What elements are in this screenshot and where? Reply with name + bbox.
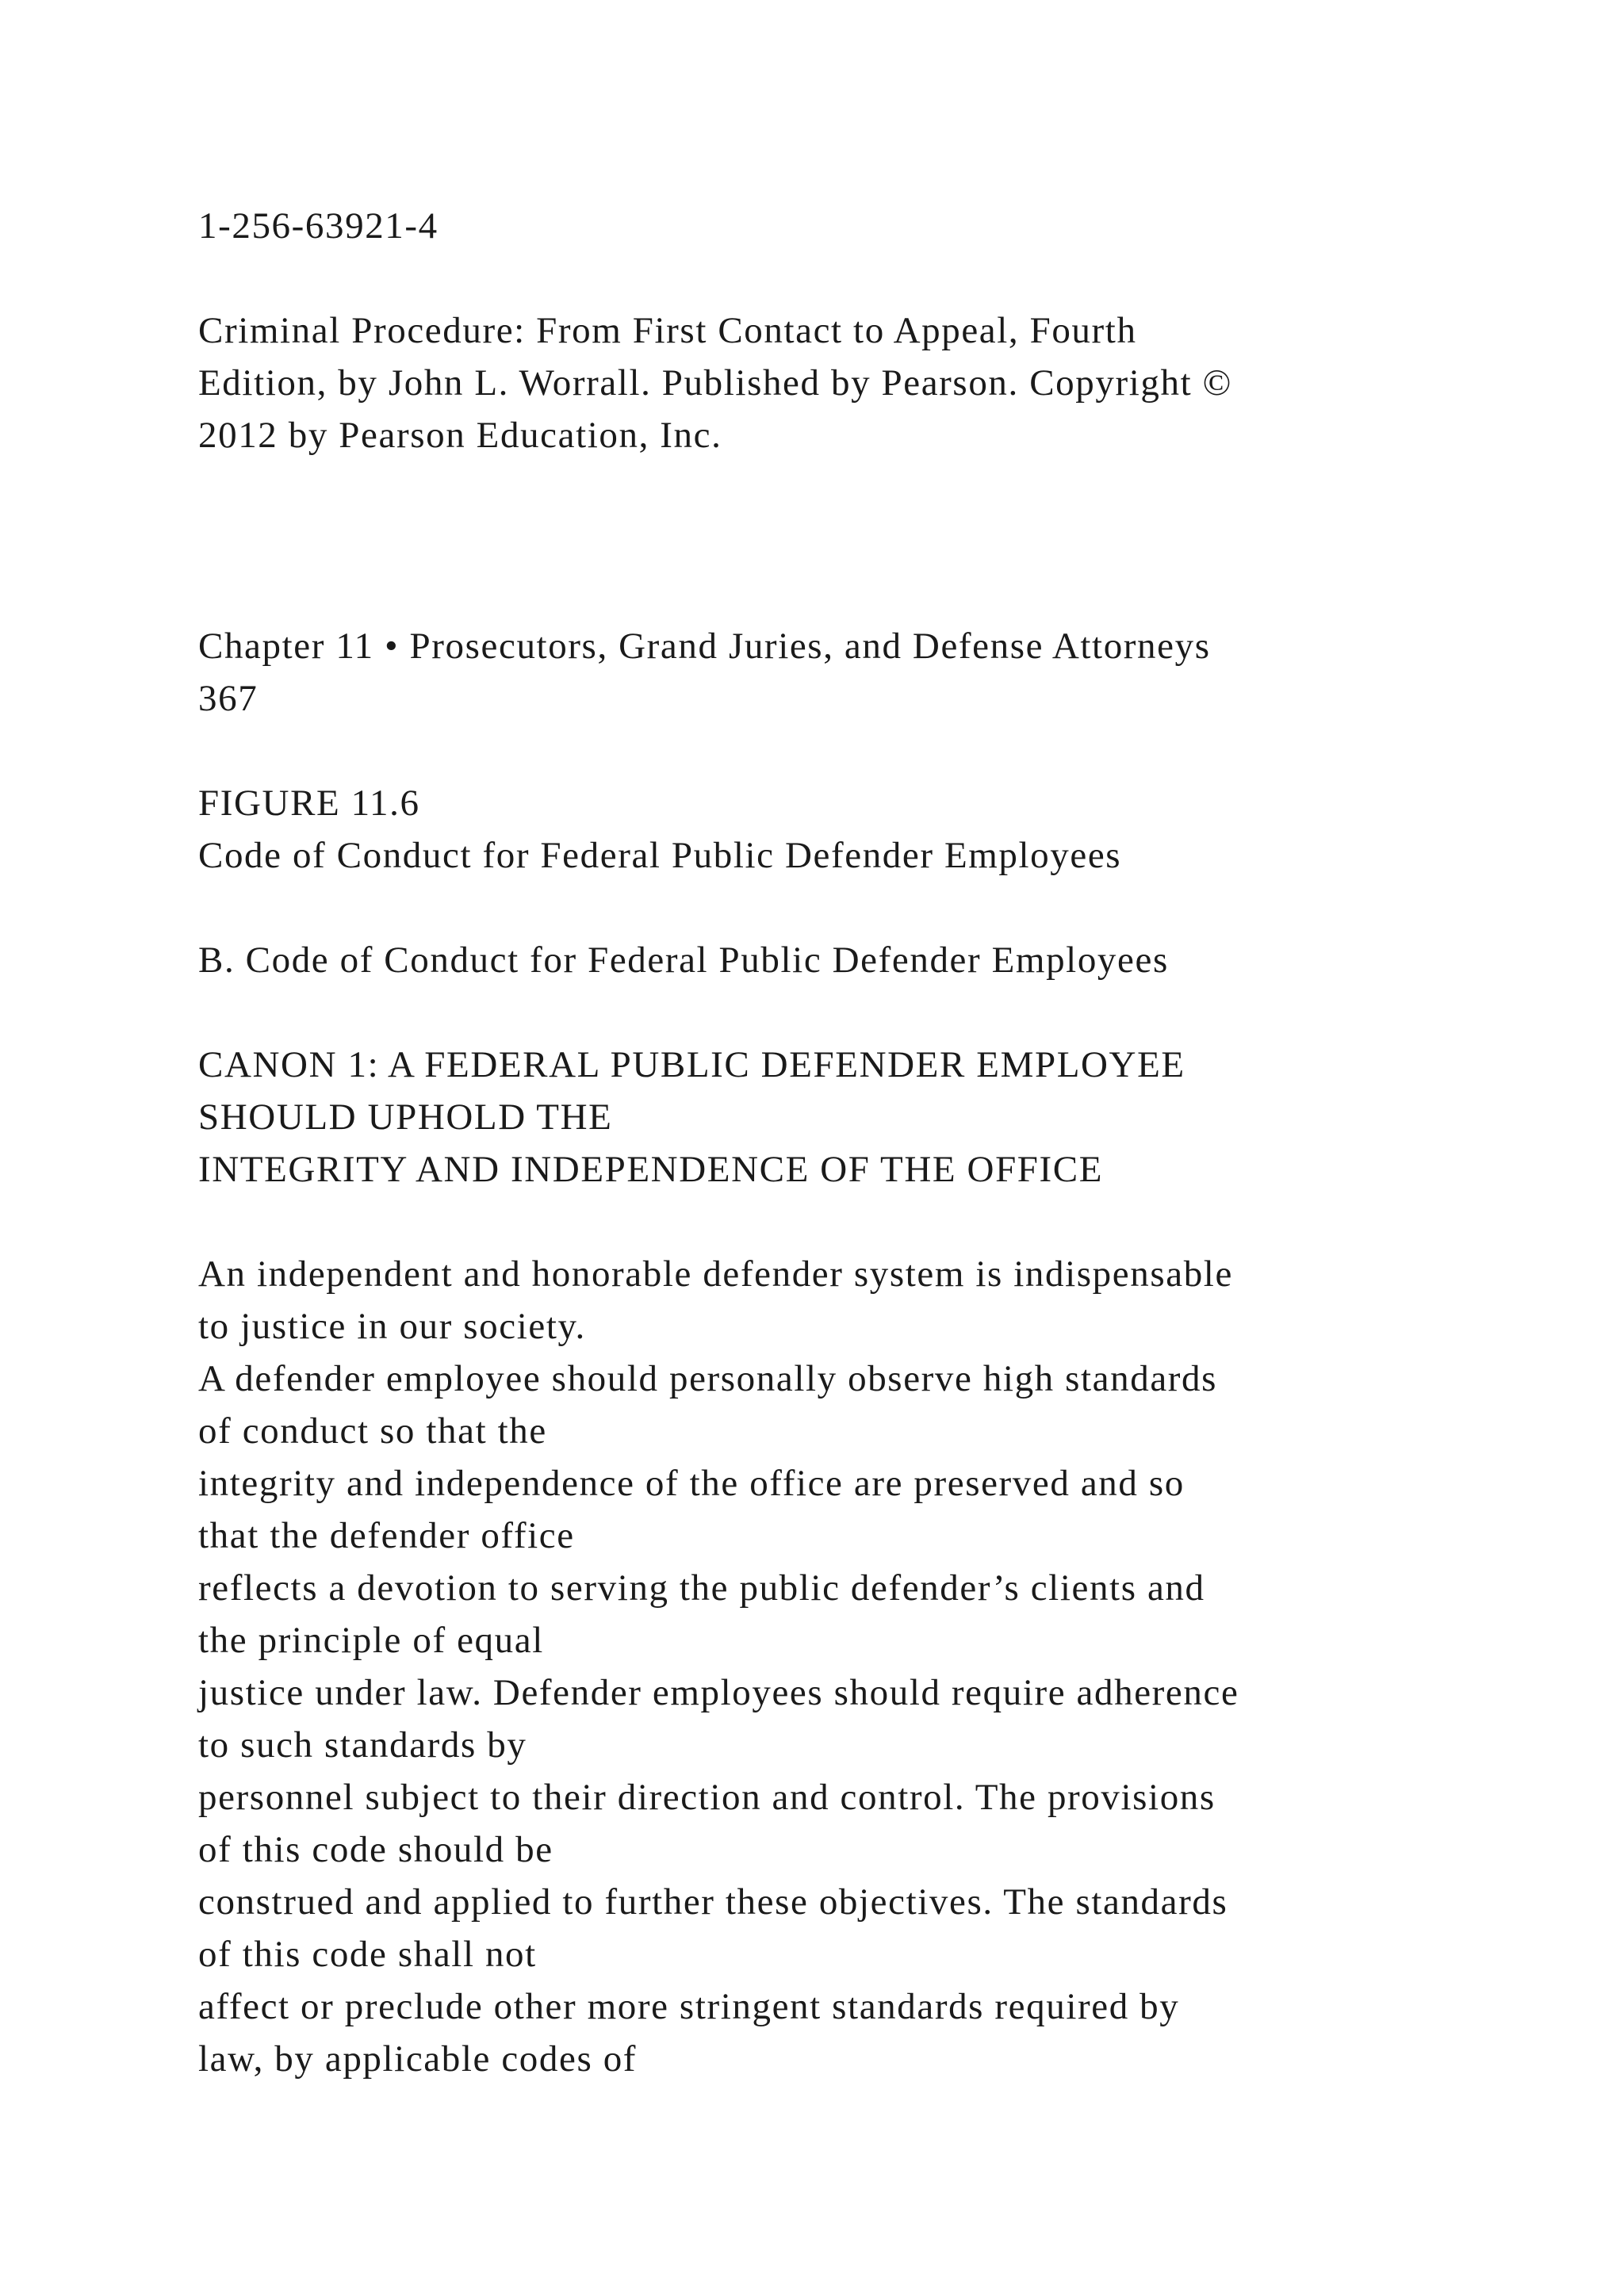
body-line: justice under law. Defender employees should require adherence <box>198 1672 1239 1713</box>
body-line: personnel subject to their direction and control. The provisions <box>198 1777 1216 1818</box>
body-line: that the defender office <box>198 1515 575 1556</box>
spacer <box>198 882 1499 934</box>
body-line: the principle of equal <box>198 1620 544 1661</box>
body-line: of conduct so that the <box>198 1410 547 1452</box>
spacer <box>198 1196 1499 1248</box>
body-line: of this code shall not <box>198 1934 537 1975</box>
canon-heading-line: SHOULD UPHOLD THE <box>198 1096 613 1138</box>
body-line: construed and applied to further these objectives. The standards <box>198 1881 1228 1923</box>
body-line: to justice in our society. <box>198 1306 586 1347</box>
body-line: An independent and honorable defender system is indispensable <box>198 1253 1233 1295</box>
body-line: to such standards by <box>198 1724 527 1766</box>
section-heading: B. Code of Conduct for Federal Public Defender Employees <box>198 939 1169 981</box>
figure-label: FIGURE 11.6 <box>198 783 420 824</box>
body-line: law, by applicable codes of <box>198 2038 638 2080</box>
body-line: reflects a devotion to serving the public defender’s clients and <box>198 1567 1205 1609</box>
spacer <box>198 986 1499 1039</box>
citation-line: Edition, by John L. Worrall. Published by Pearson. Copyright © <box>198 362 1232 404</box>
body-line: integrity and independence of the office are preserved and so <box>198 1463 1185 1504</box>
page-number: 367 <box>198 678 259 719</box>
document-page <box>198 200 1499 2085</box>
body-line: of this code should be <box>198 1829 553 1870</box>
body-line: A defender employee should personally observe high standards <box>198 1358 1218 1399</box>
isbn: 1-256-63921-4 <box>198 205 439 247</box>
citation-line: 2012 by Pearson Education, Inc. <box>198 415 722 456</box>
spacer <box>198 461 1499 620</box>
spacer <box>198 725 1499 777</box>
figure-caption: Code of Conduct for Federal Public Defender Employees <box>198 835 1122 876</box>
canon-heading-line: CANON 1: A FEDERAL PUBLIC DEFENDER EMPLOYEE <box>198 1044 1185 1085</box>
canon-heading-line: INTEGRITY AND INDEPENDENCE OF THE OFFICE <box>198 1149 1104 1190</box>
running-header: Chapter 11 • Prosecutors, Grand Juries, and Defense Attorneys <box>198 626 1211 667</box>
spacer <box>198 252 1499 304</box>
citation-line: Criminal Procedure: From First Contact to Appeal, Fourth <box>198 310 1137 351</box>
body-line: affect or preclude other more stringent standards required by <box>198 1986 1180 2027</box>
